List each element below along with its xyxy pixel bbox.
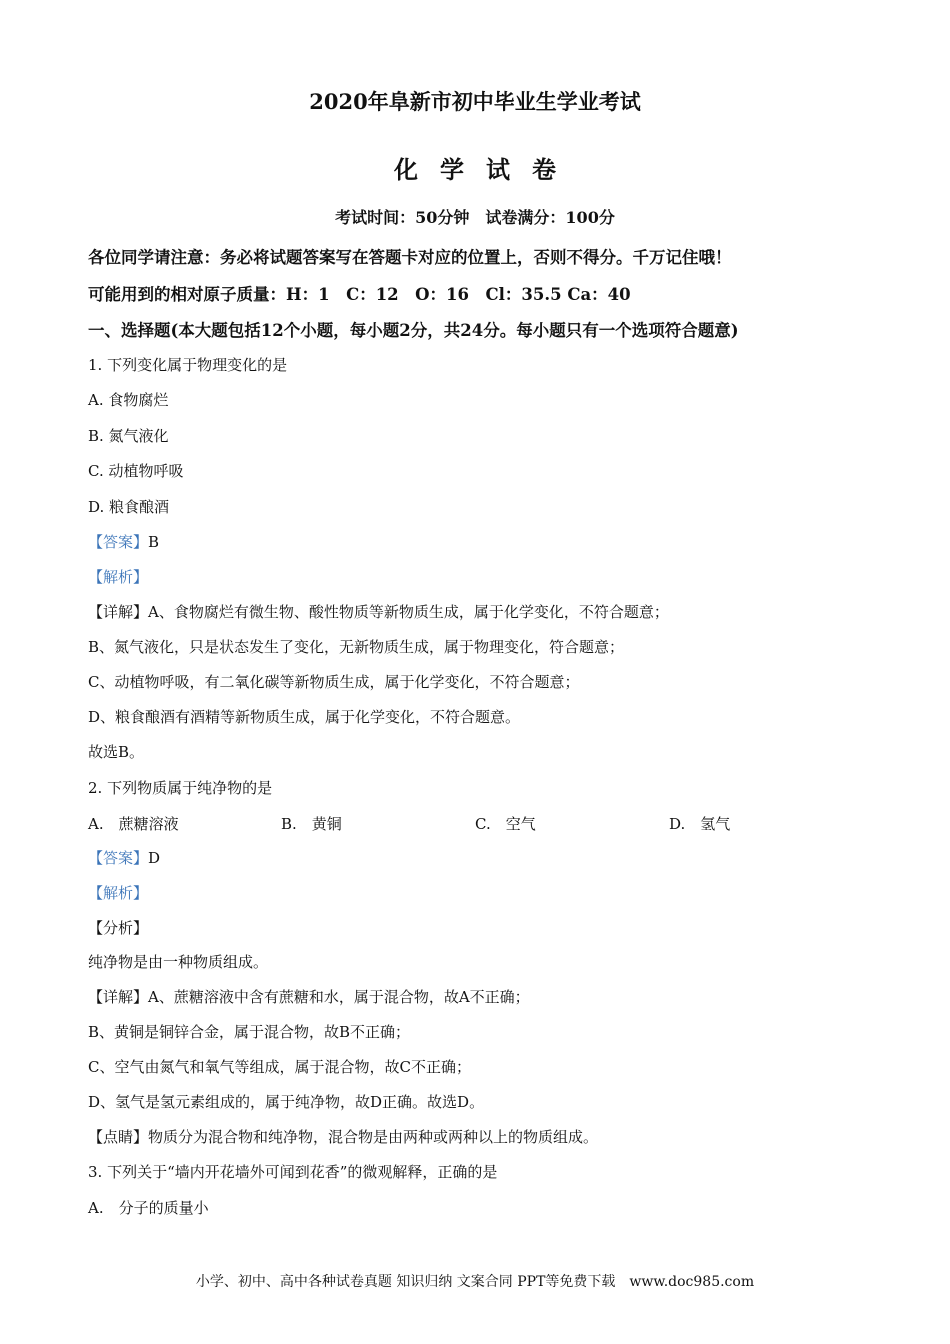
detail-text: A、蔗糖溶液中含有蔗糖和水，属于混合物，故A不正确； <box>148 988 530 1006</box>
q2-option-c: C. 空气 <box>475 815 536 833</box>
q2-option-a: A. 蔗糖溶液 <box>88 815 179 833</box>
q2-dianjing <box>88 1126 598 1147</box>
answer-value: B <box>148 533 160 551</box>
q2-fenxi-label: 【分析】 <box>88 919 149 937</box>
q2-detail-line: C、空气由氮气和氧气等组成，属于混合物，故C不正确； <box>88 1058 471 1076</box>
q2-fenxi-text: 纯净物是由一种物质组成。 <box>88 953 269 971</box>
question-2-stem: 2. 下列物质属于纯净物的是 <box>88 779 273 797</box>
exam-info: 考试时间：50分钟 试卷满分：100分 <box>335 208 615 227</box>
dianjing-label: 【点睛】 <box>88 1128 149 1146</box>
q1-answer <box>88 531 159 552</box>
q2-detail-line: B、黄铜是铜锌合金，属于混合物，故B不正确； <box>88 1023 411 1041</box>
q2-option-d: D. 氢气 <box>669 815 731 833</box>
q1-option-b: B. 氮气液化 <box>88 427 169 445</box>
question-3-stem: 3. 下列关于“墙内开花墙外可闻到花香”的微观解释，正确的是 <box>88 1163 498 1181</box>
atomic-masses: 可能用到的相对原子质量：H：1 C：12 O：16 Cl：35.5 Ca：40 <box>88 285 631 304</box>
dianjing-text: 物质分为混合物和纯净物，混合物是由两种或两种以上的物质组成。 <box>148 1128 599 1146</box>
q2-option-b: B. 黄铜 <box>281 815 342 833</box>
answer-value: D <box>148 849 161 867</box>
q3-option-a: A. 分子的质量小 <box>88 1199 209 1217</box>
q2-detail-line: D、氢气是氢元素组成的，属于纯净物，故D正确。故选D。 <box>88 1093 485 1111</box>
exam-title: 2020年阜新市初中毕业生学业考试 <box>309 89 641 114</box>
answer-label: 【答案】 <box>88 533 149 551</box>
detail-label: 【详解】 <box>88 988 149 1006</box>
q1-option-c: C. 动植物呼吸 <box>88 462 184 480</box>
q1-detail-line: C、动植物呼吸，有二氧化碳等新物质生成，属于化学变化，不符合题意； <box>88 673 580 691</box>
answer-label: 【答案】 <box>88 849 149 867</box>
question-1-stem: 1. 下列变化属于物理变化的是 <box>88 356 288 374</box>
q2-answer <box>88 847 160 868</box>
q1-conclusion: 故选B。 <box>88 743 145 761</box>
q1-option-d: D. 粮食酿酒 <box>88 498 170 516</box>
q2-detail-line <box>88 986 530 1007</box>
detail-label: 【详解】 <box>88 603 149 621</box>
q2-analysis-label: 【解析】 <box>88 884 149 902</box>
q1-analysis-label: 【解析】 <box>88 568 149 586</box>
q1-detail-line <box>88 601 669 622</box>
q1-detail-line: D、粮食酿酒有酒精等新物质生成，属于化学变化，不符合题意。 <box>88 708 521 726</box>
notice: 各位同学请注意：务必将试题答案写在答题卡对应的位置上，否则不得分。千万记住哦！ <box>88 248 732 267</box>
q1-option-a: A. 食物腐烂 <box>88 391 169 409</box>
q1-detail-line: B、氮气液化，只是状态发生了变化，无新物质生成，属于物理变化，符合题意； <box>88 638 625 656</box>
page-footer: 小学、初中、高中各种试卷真题 知识归纳 文案合同 PPT等免费下载 www.doc985.com <box>195 1274 755 1290</box>
section-heading: 一、选择题(本大题包括12个小题，每小题2分，共24分。每小题只有一个选项符合题意) <box>88 321 739 340</box>
detail-text: A、食物腐烂有微生物、酸性物质等新物质生成，属于化学变化，不符合题意； <box>148 603 669 621</box>
subject-title: 化学试卷 <box>394 155 578 184</box>
